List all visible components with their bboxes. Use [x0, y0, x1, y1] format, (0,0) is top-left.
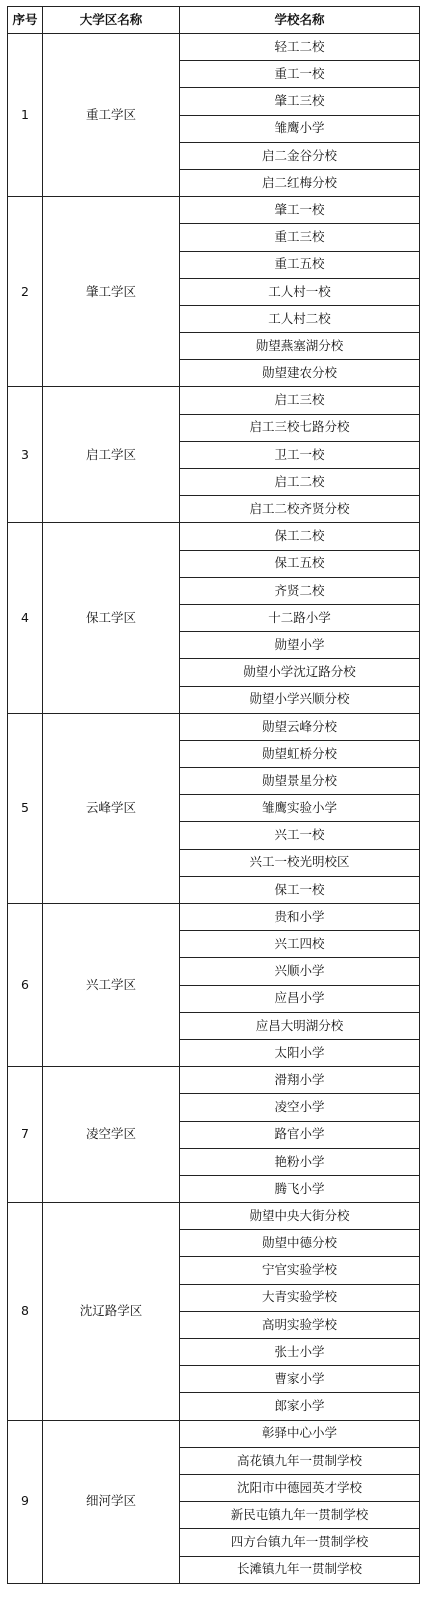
school-name: 雏鹰实验小学: [180, 795, 420, 822]
school-name: 雏鹰小学: [180, 115, 420, 142]
school-name: 滑翔小学: [180, 1067, 420, 1094]
school-name: 勋望云峰分校: [180, 713, 420, 740]
school-name: 轻工二校: [180, 34, 420, 61]
table-row: [8, 523, 420, 550]
header-school: 学校名称: [180, 7, 420, 34]
district-index: 1: [8, 34, 43, 197]
district-index: 2: [8, 197, 43, 387]
district-name: 肇工学区: [43, 197, 180, 387]
table-row: [8, 197, 420, 224]
table-row: [8, 904, 420, 931]
district-index: 4: [8, 523, 43, 713]
school-name: 兴工一校光明校区: [180, 849, 420, 876]
district-name: 重工学区: [43, 34, 180, 197]
school-name: 宁官实验学校: [180, 1257, 420, 1284]
school-name: 卫工一校: [180, 441, 420, 468]
table-row: [8, 387, 420, 414]
school-name: 勋望中德分校: [180, 1230, 420, 1257]
table-row: [8, 1067, 420, 1094]
district-name: 细河学区: [43, 1420, 180, 1583]
school-name: 启工三校七路分校: [180, 414, 420, 441]
district-index: 7: [8, 1067, 43, 1203]
school-name: 勋望中央大街分校: [180, 1203, 420, 1230]
school-name: 兴工四校: [180, 931, 420, 958]
school-name: 保工二校: [180, 523, 420, 550]
school-name: 沈阳市中德园英才学校: [180, 1474, 420, 1501]
school-name: 新民屯镇九年一贯制学校: [180, 1502, 420, 1529]
school-name: 腾飞小学: [180, 1175, 420, 1202]
school-name: 彰驿中心小学: [180, 1420, 420, 1447]
school-name: 贵和小学: [180, 904, 420, 931]
header-district: 大学区名称: [43, 7, 180, 34]
school-name: 高花镇九年一贯制学校: [180, 1447, 420, 1474]
header-index: 序号: [8, 7, 43, 34]
school-name: 肇工三校: [180, 88, 420, 115]
table-row: [8, 34, 420, 61]
school-name: 勋望小学沈辽路分校: [180, 659, 420, 686]
school-name: 十二路小学: [180, 604, 420, 631]
school-name: 重工五校: [180, 251, 420, 278]
school-name: 郎家小学: [180, 1393, 420, 1420]
school-name: 启工二校: [180, 469, 420, 496]
school-name: 勋望燕塞湖分校: [180, 333, 420, 360]
school-name: 启二金谷分校: [180, 142, 420, 169]
school-name: 太阳小学: [180, 1039, 420, 1066]
school-name: 勋望景星分校: [180, 768, 420, 795]
school-name: 保工五校: [180, 550, 420, 577]
table-body: [8, 34, 420, 1584]
table-row: [8, 1420, 420, 1447]
school-name: 高明实验学校: [180, 1311, 420, 1338]
school-name: 兴顺小学: [180, 958, 420, 985]
district-index: 5: [8, 713, 43, 903]
school-name: 重工三校: [180, 224, 420, 251]
school-name: 重工一校: [180, 61, 420, 88]
district-index: 8: [8, 1203, 43, 1421]
table-row: [8, 713, 420, 740]
school-name: 启工二校齐贤分校: [180, 496, 420, 523]
school-name: 长滩镇九年一贯制学校: [180, 1556, 420, 1583]
table-row: [8, 1203, 420, 1230]
school-name: 启二红梅分校: [180, 169, 420, 196]
school-name: 启工三校: [180, 387, 420, 414]
district-name: 保工学区: [43, 523, 180, 713]
school-name: 大青实验学校: [180, 1284, 420, 1311]
school-name: 兴工一校: [180, 822, 420, 849]
school-name: 勋望虹桥分校: [180, 740, 420, 767]
district-name: 凌空学区: [43, 1067, 180, 1203]
school-name: 勋望小学: [180, 632, 420, 659]
school-name: 勋望建农分校: [180, 360, 420, 387]
district-index: 9: [8, 1420, 43, 1583]
school-name: 曹家小学: [180, 1366, 420, 1393]
header-row: [8, 7, 420, 34]
school-name: 勋望小学兴顺分校: [180, 686, 420, 713]
school-name: 工人村一校: [180, 278, 420, 305]
school-name: 艳粉小学: [180, 1148, 420, 1175]
school-name: 工人村二校: [180, 305, 420, 332]
district-name: 启工学区: [43, 387, 180, 523]
school-name: 张士小学: [180, 1339, 420, 1366]
school-name: 路官小学: [180, 1121, 420, 1148]
school-name: 保工一校: [180, 876, 420, 903]
school-name: 应昌小学: [180, 985, 420, 1012]
district-index: 6: [8, 904, 43, 1067]
district-name: 云峰学区: [43, 713, 180, 903]
district-name: 兴工学区: [43, 904, 180, 1067]
school-name: 肇工一校: [180, 197, 420, 224]
district-name: 沈辽路学区: [43, 1203, 180, 1421]
school-name: 应昌大明湖分校: [180, 1012, 420, 1039]
school-name: 四方台镇九年一贯制学校: [180, 1529, 420, 1556]
school-name: 凌空小学: [180, 1094, 420, 1121]
school-name: 齐贤二校: [180, 577, 420, 604]
district-index: 3: [8, 387, 43, 523]
school-district-table: [7, 6, 420, 1584]
